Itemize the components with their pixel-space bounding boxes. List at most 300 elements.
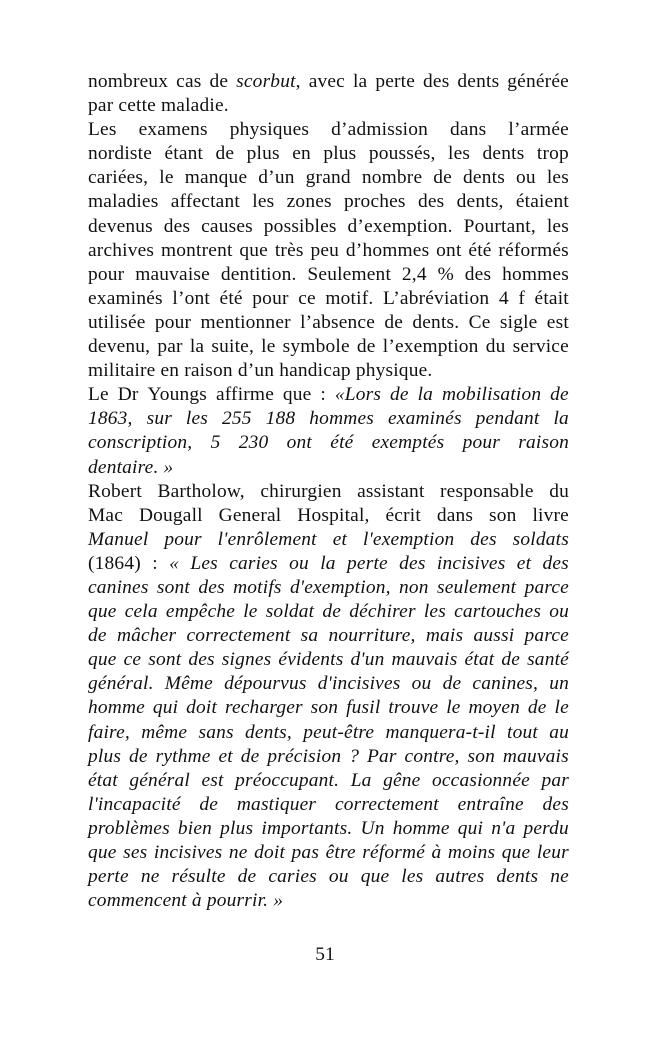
text-word: son <box>467 745 495 767</box>
text-word: les <box>546 167 569 189</box>
text-word: dents, <box>456 191 504 213</box>
text-word: plus <box>220 817 254 839</box>
text-word: autres <box>435 866 485 888</box>
text-word: et <box>332 528 348 550</box>
text-word: entraîne <box>457 793 524 815</box>
text-word: seulement <box>436 576 517 598</box>
text-word: Par <box>366 745 397 767</box>
page-number: 51 <box>315 944 335 965</box>
text-word: santé <box>527 649 569 671</box>
text-word: qui <box>152 697 179 719</box>
text-word: pour <box>462 432 500 454</box>
text-word: de <box>129 745 148 767</box>
text-word: les <box>546 215 569 237</box>
text-word: était <box>534 287 569 309</box>
text-word: que <box>501 842 531 863</box>
text-word: dents. <box>412 311 460 333</box>
text-line <box>88 769 569 793</box>
text-word: état <box>88 769 118 791</box>
text-word: n'a <box>491 817 516 839</box>
text-line <box>88 70 569 94</box>
text-word: moins <box>447 842 496 863</box>
text-word: d’un <box>237 360 275 382</box>
text-word: dans <box>450 119 487 141</box>
text-word: l’exemption <box>382 336 479 358</box>
text-word: occasionnée <box>431 769 530 791</box>
text-word: ne <box>550 866 569 888</box>
text-word: des <box>423 71 450 92</box>
text-word: maladie. <box>161 95 229 117</box>
text-word: «Lors <box>334 384 382 406</box>
text-word: général. <box>88 673 154 695</box>
text-word: évidents <box>278 649 344 671</box>
text-word: 255 <box>222 408 252 430</box>
text-word: hommes <box>309 408 375 430</box>
text-word: Hospital, <box>297 504 370 526</box>
text-word: tout <box>506 721 538 743</box>
text-word: de <box>527 697 547 719</box>
text-line <box>88 528 569 552</box>
text-word: été <box>219 287 243 309</box>
text-line <box>88 696 569 720</box>
text-word: non <box>398 576 429 598</box>
text-word: Manuel <box>88 528 149 550</box>
text-word: f <box>518 287 525 309</box>
text-word: cartouches <box>454 601 542 623</box>
text-word: que <box>88 601 117 623</box>
text-word: de <box>501 649 521 671</box>
text-word: perte <box>347 552 388 574</box>
text-word: hommes <box>502 263 569 285</box>
text-word: chirurgien <box>260 480 342 502</box>
text-line <box>88 745 569 769</box>
text-word: 230 <box>238 432 269 454</box>
text-word: des <box>542 552 569 574</box>
text-word: est <box>201 769 224 791</box>
text-word: avec <box>308 71 345 92</box>
text-word: le <box>159 167 174 189</box>
text-word: son <box>489 504 517 526</box>
text-word: » <box>163 456 174 478</box>
text-word: physique. <box>355 360 433 382</box>
text-word: Un <box>360 817 385 839</box>
text-word: ses <box>123 842 148 863</box>
text-word: suite, <box>211 336 254 358</box>
text-word: l’ont <box>172 287 210 309</box>
text-word: contre, <box>404 745 460 767</box>
text-word: dents, <box>244 721 292 743</box>
text-word: réformé <box>362 842 426 863</box>
text-word: aussi <box>473 625 515 647</box>
text-line <box>88 817 569 841</box>
text-word: que <box>88 649 117 671</box>
text-word: commencent <box>88 890 187 912</box>
text-word: parce <box>524 625 569 647</box>
text-word: montrent <box>161 239 233 261</box>
text-word: mais <box>425 625 464 647</box>
text-word: des <box>163 215 191 237</box>
text-word: raison <box>518 432 569 454</box>
text-word: Bartholow, <box>157 480 245 502</box>
text-word: soldats <box>512 528 569 550</box>
text-word: perte <box>88 866 129 888</box>
text-word: des <box>470 528 497 550</box>
text-word: les <box>423 601 446 623</box>
text-word: responsable <box>440 480 534 502</box>
text-word: générée <box>507 71 569 92</box>
text-word: des <box>188 649 215 671</box>
text-line <box>88 407 569 431</box>
text-word: La <box>350 769 372 791</box>
text-word: de <box>88 625 107 647</box>
text-word: homme <box>88 697 145 719</box>
text-word: » <box>273 890 284 912</box>
text-word: de <box>384 311 404 333</box>
text-line <box>88 552 569 576</box>
text-word: canines, <box>472 673 539 695</box>
text-line <box>88 263 569 287</box>
text-word: de <box>322 601 342 623</box>
text-word: recharger <box>224 697 303 719</box>
text-word: déchirer <box>349 601 416 623</box>
text-word: d’un <box>258 167 295 189</box>
text-word: pas <box>291 842 320 863</box>
text-line <box>88 166 569 190</box>
text-word: de <box>237 866 257 888</box>
text-word: Seulement <box>307 263 392 285</box>
text-word: les <box>401 866 424 888</box>
text-word: qui <box>457 817 484 839</box>
text-line <box>88 311 569 335</box>
text-word: Les <box>88 119 117 141</box>
text-word: le <box>243 601 258 623</box>
text-word: été <box>330 432 354 454</box>
text-line <box>88 648 569 672</box>
text-word: 5 <box>210 432 221 454</box>
text-word: de <box>240 745 260 767</box>
text-word: symbole <box>282 336 350 358</box>
text-word: affectant <box>170 191 240 213</box>
text-word: homme <box>392 817 450 839</box>
text-word: pour <box>154 311 192 333</box>
text-word: mauvais <box>391 649 458 671</box>
text-word: des <box>417 191 445 213</box>
text-word: dentaire. <box>88 456 159 478</box>
text-word: sans <box>198 721 234 743</box>
text-line <box>88 431 569 455</box>
text-word: ou <box>289 552 309 574</box>
text-word: précision <box>267 745 342 767</box>
text-word: sur <box>146 408 172 430</box>
text-word: préoccupant. <box>235 769 340 791</box>
text-word: parce <box>524 576 569 598</box>
text-word: trouve <box>388 697 439 719</box>
text-word: son <box>310 697 339 719</box>
text-word: bien <box>177 817 213 839</box>
text-word: mâcher <box>116 625 177 647</box>
text-line <box>88 721 569 745</box>
text-word: que <box>360 866 390 888</box>
text-line <box>88 865 569 889</box>
text-word: de <box>215 143 235 165</box>
text-line <box>88 118 569 142</box>
text-word: pendant <box>475 408 540 430</box>
text-word: handicap <box>279 360 351 382</box>
text-word: général <box>129 769 190 791</box>
text-word: de <box>356 336 376 358</box>
text-word: à <box>431 842 442 863</box>
text-word: assistant <box>357 480 425 502</box>
text-word: de <box>209 71 229 92</box>
text-word: Le <box>88 384 109 406</box>
text-word: manquera-t-il <box>385 721 496 743</box>
text-word: nordiste <box>88 143 153 165</box>
text-word: sont <box>148 649 182 671</box>
text-word: dentition. <box>220 263 297 285</box>
text-word: caries <box>229 552 278 574</box>
text-word: de <box>442 673 462 695</box>
text-line <box>88 841 569 865</box>
text-word: signes <box>221 649 272 671</box>
text-word: « <box>169 552 180 574</box>
text-word: ? <box>349 745 360 767</box>
text-word: dents <box>457 71 500 92</box>
text-word: conscription, <box>88 432 193 454</box>
text-word: en <box>292 143 311 165</box>
text-word: par <box>88 95 114 117</box>
text-word: des <box>464 263 492 285</box>
text-word: les <box>252 191 275 213</box>
text-word: de <box>433 167 452 189</box>
text-word: par <box>541 769 569 791</box>
text-word: livre <box>532 504 569 526</box>
text-word: à <box>191 890 202 912</box>
text-word: Youngs <box>147 384 208 406</box>
text-line <box>88 456 569 480</box>
text-word: peu <box>310 239 340 261</box>
text-word: mastiquer <box>236 793 317 815</box>
text-word: leur <box>536 842 569 863</box>
text-word: moyen <box>468 697 521 719</box>
text-word: pourrir. <box>206 890 269 912</box>
text-word: dents <box>496 866 539 888</box>
text-word: doit <box>254 842 286 863</box>
text-word: d'un <box>350 649 385 671</box>
text-word: et <box>516 552 532 574</box>
text-word: nombreux <box>88 71 169 92</box>
text-line <box>88 600 569 624</box>
text-word: même <box>141 721 188 743</box>
text-word: et <box>218 745 233 767</box>
text-line <box>88 504 569 528</box>
text-word: l’absence <box>300 311 376 333</box>
text-word: % <box>437 263 454 285</box>
text-word: peut-être <box>303 721 375 743</box>
text-word: la <box>417 384 434 406</box>
text-word: ou <box>549 601 569 623</box>
text-line <box>88 94 569 118</box>
text-word: 4 <box>498 287 509 309</box>
text-word: poussés, <box>368 143 436 165</box>
text-line <box>88 793 569 817</box>
text-word: plus <box>88 745 122 767</box>
text-word: sigle <box>499 311 538 333</box>
text-word: raison <box>184 360 233 382</box>
text-word: ce <box>123 649 142 671</box>
text-line <box>88 576 569 600</box>
text-word: être <box>325 842 356 863</box>
text-word: nourriture, <box>328 625 416 647</box>
text-word: ou <box>516 167 536 189</box>
text-word: : <box>320 384 326 406</box>
text-line <box>88 287 569 311</box>
text-word: scorbut, <box>236 71 301 92</box>
text-word: 188 <box>265 408 296 430</box>
text-word: étant <box>164 143 204 165</box>
text-word: Mac <box>88 504 124 526</box>
text-word: mentionner <box>200 311 291 333</box>
text-word: Pourtant, <box>463 215 536 237</box>
text-word: d’admission <box>331 119 429 141</box>
text-word: rythme <box>155 745 211 767</box>
text-word: devenu, <box>88 336 151 358</box>
text-word: l’armée <box>508 119 569 141</box>
text-line <box>88 239 569 263</box>
text-word: ce <box>298 287 316 309</box>
text-word: mauvaise <box>135 263 210 285</box>
text-word: pour <box>164 528 202 550</box>
text-word: examens <box>138 119 208 141</box>
text-word: le <box>261 336 276 358</box>
text-word: problèmes <box>88 817 170 839</box>
text-word: grand <box>305 167 351 189</box>
text-word: au <box>549 721 569 743</box>
text-word: les <box>185 408 209 430</box>
text-word: les <box>448 143 471 165</box>
text-word: plus <box>246 143 280 165</box>
text-line <box>88 359 569 383</box>
text-word: cette <box>118 95 156 117</box>
text-word: cela <box>124 601 158 623</box>
text-word: sont <box>156 576 191 598</box>
text-line <box>88 624 569 648</box>
text-word: été <box>468 239 492 261</box>
text-word: est <box>546 311 569 333</box>
text-word: mobilisation <box>441 384 542 406</box>
text-line <box>88 480 569 504</box>
text-word: perte <box>375 71 416 92</box>
text-word: l'enrôlement <box>217 528 317 550</box>
text-word: service <box>512 336 569 358</box>
text-word: (1864) <box>88 552 141 574</box>
text-word: doit <box>186 697 218 719</box>
text-word: General <box>218 504 282 526</box>
text-word: des <box>542 793 569 815</box>
text-word: zones <box>286 191 332 213</box>
text-word: faire, <box>88 721 130 743</box>
text-word: sa <box>300 625 319 647</box>
text-word: très <box>274 239 304 261</box>
text-word: importants. <box>261 817 353 839</box>
text-word: : <box>152 552 158 574</box>
text-word: ont <box>286 432 313 454</box>
text-word: ou <box>328 866 349 888</box>
text-word: L’abréviation <box>383 287 490 309</box>
text-word: l'incapacité <box>88 793 181 815</box>
text-word: réformés <box>498 239 569 261</box>
text-word: que <box>239 239 268 261</box>
text-word: du <box>485 336 506 358</box>
text-word: utilisée <box>88 311 146 333</box>
text-line <box>88 383 569 407</box>
text-word: Dr <box>117 384 139 406</box>
text-word: motifs <box>233 576 282 598</box>
text-word: Les <box>190 552 218 574</box>
text-word: Dougall <box>138 504 203 526</box>
text-word: ont <box>436 239 462 261</box>
text-word: ne <box>228 842 248 863</box>
text-word: militaire <box>88 360 156 382</box>
text-line <box>88 672 569 696</box>
text-word: dents <box>463 167 505 189</box>
text-word: pour <box>252 287 289 309</box>
text-word: cariées, <box>88 167 149 189</box>
text-word: gêne <box>383 769 421 791</box>
text-word: devenus <box>88 215 153 237</box>
text-word: que <box>282 384 312 406</box>
text-word: par <box>157 336 183 358</box>
text-word: perdu <box>523 817 569 839</box>
text-word: la <box>320 552 336 574</box>
text-word: des <box>198 576 225 598</box>
text-word: physiques <box>229 119 310 141</box>
text-line <box>88 190 569 214</box>
text-word: plus <box>323 143 357 165</box>
text-word: écrit <box>385 504 421 526</box>
text-line <box>88 142 569 166</box>
text-word: étaient <box>515 191 569 213</box>
text-word: mauvais <box>502 745 569 767</box>
text-word: pour <box>88 263 125 285</box>
text-word: maladies <box>88 191 159 213</box>
text-word: état <box>464 649 495 671</box>
text-word: empêche <box>165 601 236 623</box>
text-word: trop <box>536 143 569 165</box>
text-word: 1863, <box>88 408 133 430</box>
text-word: fusil <box>346 697 381 719</box>
text-line <box>88 889 569 913</box>
text-word: la <box>189 336 205 358</box>
text-word: examinés <box>387 408 462 430</box>
text-word: en <box>160 360 180 382</box>
text-word: de <box>550 384 569 406</box>
text-word: exemptés <box>371 432 445 454</box>
text-word: un <box>549 673 569 695</box>
text-word: nombre <box>361 167 423 189</box>
text-word: affirme <box>215 384 274 406</box>
text-word: l'exemption <box>363 528 455 550</box>
text-word: archives <box>88 239 155 261</box>
text-word: le <box>554 697 569 719</box>
text-word: dents <box>482 143 525 165</box>
text-word: causes <box>201 215 253 237</box>
text-word: correctement <box>334 793 439 815</box>
text-word: soldat <box>265 601 315 623</box>
text-word: incisives <box>436 552 506 574</box>
text-word: d’hommes <box>345 239 430 261</box>
text-word: du <box>549 480 569 502</box>
text-word: manque <box>184 167 248 189</box>
